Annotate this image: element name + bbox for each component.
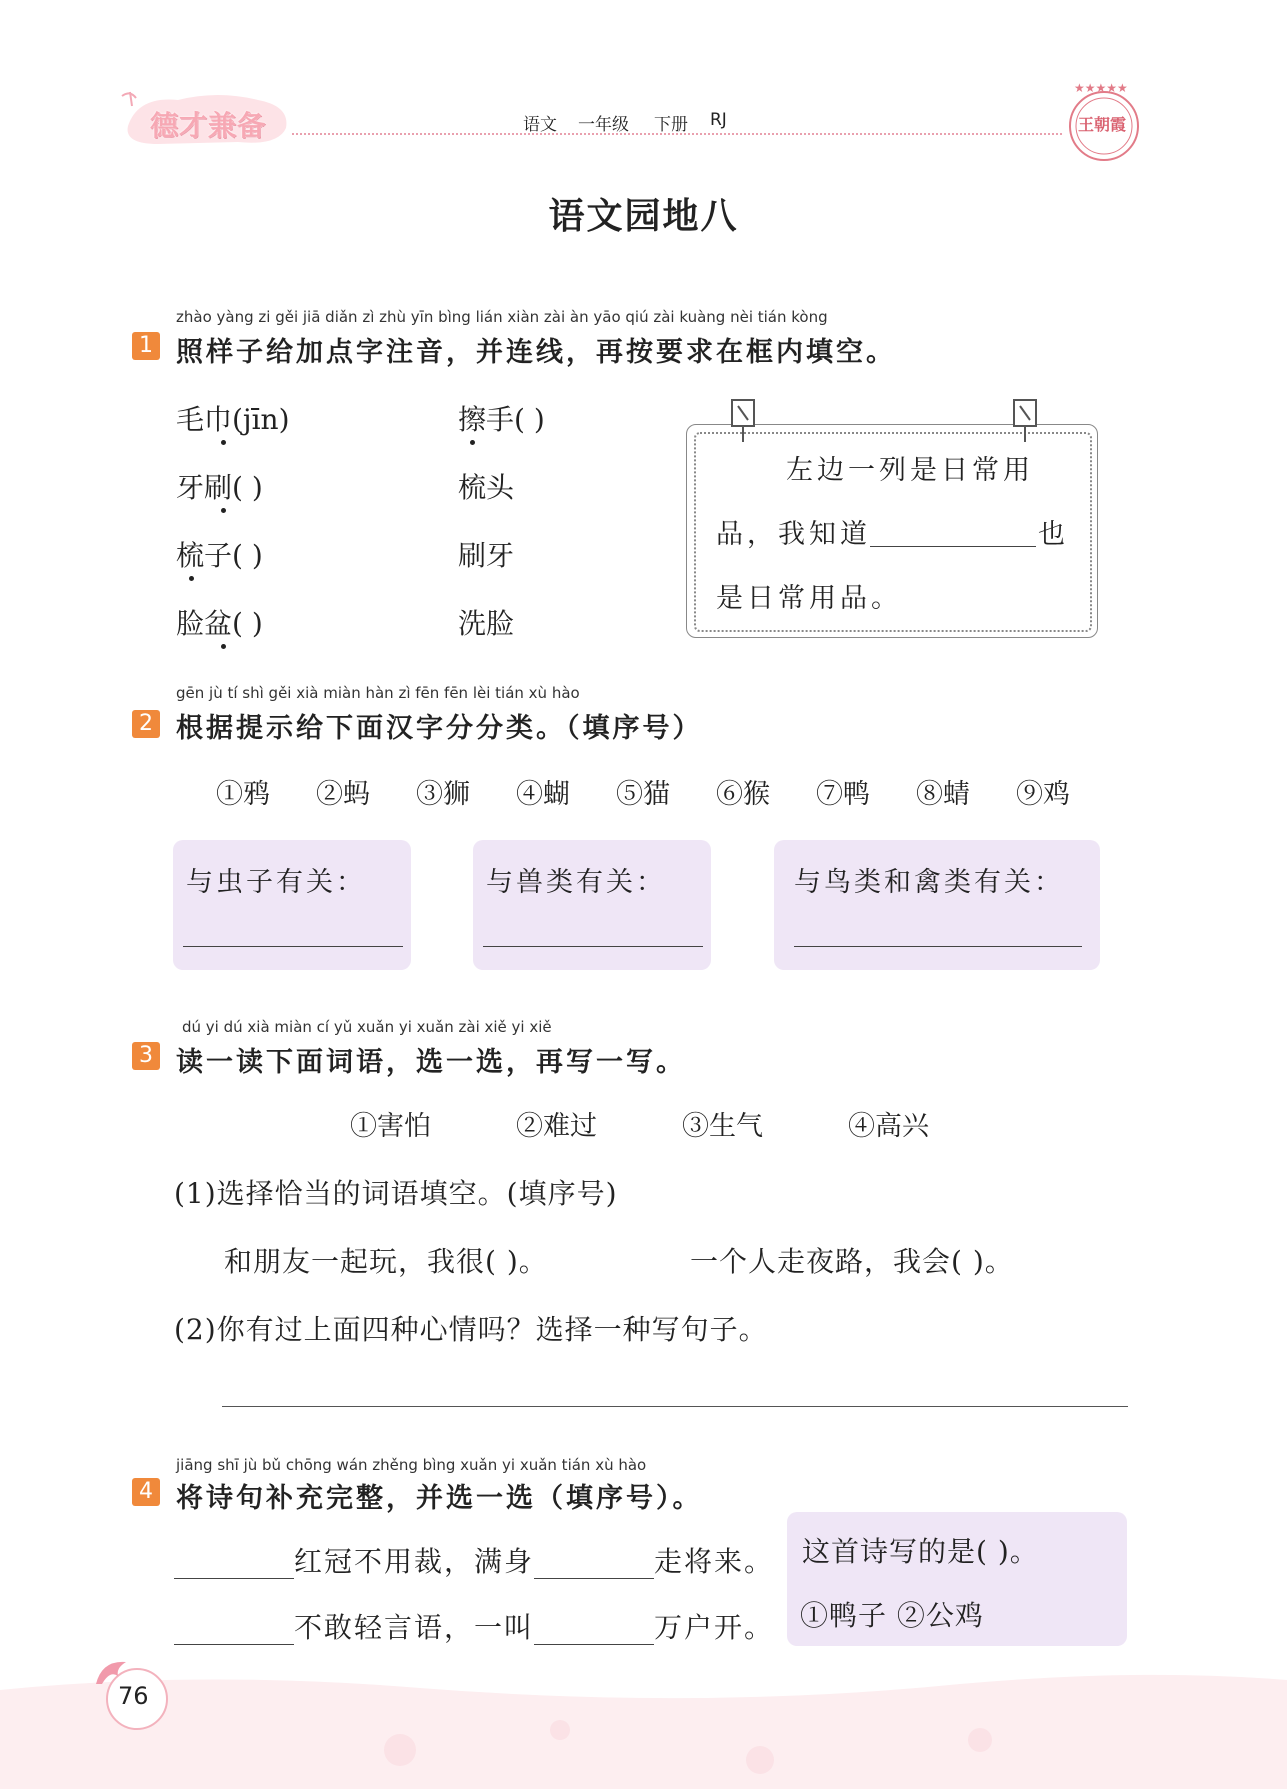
- q4-poem-text: 不敢轻言语，一叫: [294, 1611, 535, 1644]
- q2-char-option: ⑧蜻: [916, 779, 970, 810]
- q3-word-option: ④高兴: [848, 1111, 929, 1142]
- header-subject: 语文: [523, 115, 557, 135]
- seal-text: 王朝霞: [1078, 115, 1127, 134]
- q1-left-item: 梳子( ): [176, 539, 263, 572]
- q3-subquestion-2: (2)你有过上面四种心情吗？选择一种写句子。: [174, 1313, 768, 1346]
- q4-instruction: 将诗句补充完整，并选一选（填序号）。: [176, 1483, 703, 1514]
- q1-right-item: 梳头: [458, 471, 515, 504]
- emphasis-dot: [221, 644, 226, 649]
- q2-category-label: 与兽类有关：: [486, 867, 666, 898]
- q1-left-item: 毛巾(jīn): [176, 403, 290, 436]
- header-edition: RJ: [710, 110, 727, 130]
- q3-answer-line[interactable]: [222, 1406, 1128, 1407]
- q2-category-label: 与鸟类和禽类有关：: [794, 867, 1064, 898]
- q1-right-item: 擦手( ): [458, 403, 545, 436]
- emphasis-dot: [221, 508, 226, 513]
- q4-poem-text: 万户开。: [654, 1611, 775, 1644]
- q1-left-item: 脸盆( ): [176, 607, 263, 640]
- q2-char-option: ⑥猴: [716, 779, 770, 810]
- q3-word-option: ①害怕: [350, 1111, 431, 1142]
- logo-text: 德才兼备: [150, 109, 267, 142]
- q2-answer-line[interactable]: [483, 946, 703, 947]
- q2-category-label: 与虫子有关：: [186, 867, 366, 898]
- clip-icon: [730, 398, 756, 444]
- q1-box-text: 品，我知道: [716, 519, 871, 550]
- q4-blank[interactable]: [174, 1545, 294, 1579]
- q2-char-option: ⑨鸡: [1016, 779, 1070, 810]
- q2-pinyin: gēn jù tí shì gěi xià miàn hàn zì fēn fēn lèi tián xù hào: [176, 684, 580, 702]
- q2-char-option: ⑤猫: [616, 779, 670, 810]
- q3-word-option: ②难过: [516, 1111, 597, 1142]
- q2-char-option: ②蚂: [316, 779, 370, 810]
- q2-instruction: 根据提示给下面汉字分分类。（填序号）: [176, 713, 703, 744]
- q3-number-badge: 3: [132, 1042, 160, 1070]
- q4-poem-text: 走将来。: [654, 1545, 775, 1578]
- q1-right-item: 洗脸: [458, 607, 515, 640]
- emphasis-dot: [221, 440, 226, 445]
- header-volume: 下册: [654, 115, 688, 135]
- header-grade: 一年级: [578, 115, 629, 135]
- q4-box-question: 这首诗写的是( )。: [802, 1535, 1039, 1568]
- clip-icon: [1012, 398, 1038, 444]
- q1-instruction: 照样子给加点字注音，并连线，再按要求在框内填空。: [176, 337, 896, 368]
- q2-char-option: ④蝴: [516, 779, 570, 810]
- page-number: 76: [118, 1682, 149, 1710]
- q1-number-badge: 1: [132, 332, 160, 360]
- q3-sentence: 一个人走夜路，我会( )。: [690, 1245, 1014, 1278]
- q1-box-text: 是日常用品。: [716, 583, 902, 614]
- svg-text:★★★★★: ★★★★★: [1074, 81, 1128, 95]
- q1-box-text: 左边一列是日常用: [786, 455, 1034, 486]
- q3-instruction: 读一读下面词语，选一选，再写一写。: [176, 1047, 686, 1078]
- q2-number-badge: 2: [132, 710, 160, 738]
- q2-char-option: ⑦鸭: [816, 779, 870, 810]
- q1-pinyin: zhào yàng zi gěi jiā diǎn zì zhù yīn bìng lián xiàn zài àn yāo qiú zài kuàng nèi tián kòng: [176, 308, 828, 326]
- q1-left-item: 牙刷( ): [176, 471, 263, 504]
- emphasis-dot: [189, 576, 194, 581]
- footer-wave-decoration: [0, 1640, 1287, 1789]
- q3-sentence: 和朋友一起玩，我很( )。: [224, 1245, 548, 1278]
- q2-char-option: ①鸦: [216, 779, 270, 810]
- q2-answer-line[interactable]: [183, 946, 403, 947]
- q4-poem-text: 红冠不用裁，满身: [294, 1545, 535, 1578]
- emphasis-dot: [470, 440, 475, 445]
- q1-box-text: 也: [1038, 519, 1069, 550]
- q3-pinyin: dú yi dú xià miàn cí yǔ xuǎn yi xuǎn zài xiě yi xiě: [182, 1018, 552, 1036]
- q4-blank[interactable]: [534, 1545, 654, 1579]
- q4-pinyin: jiāng shī jù bǔ chōng wán zhěng bìng xuǎn yi xuǎn tián xù hào: [176, 1456, 647, 1474]
- q3-word-option: ③生气: [682, 1111, 763, 1142]
- q1-box-blank[interactable]: [870, 546, 1036, 547]
- page-title: 语文园地八: [548, 196, 739, 237]
- q1-right-item: 刷牙: [458, 539, 515, 572]
- q3-subquestion-1: (1)选择恰当的词语填空。(填序号): [174, 1177, 618, 1210]
- q2-char-option: ③狮: [416, 779, 470, 810]
- q4-number-badge: 4: [132, 1478, 160, 1506]
- q2-answer-line[interactable]: [794, 946, 1082, 947]
- q4-box-options: ①鸭子 ②公鸡: [800, 1599, 984, 1632]
- q4-poem-line-1: [174, 1540, 774, 1580]
